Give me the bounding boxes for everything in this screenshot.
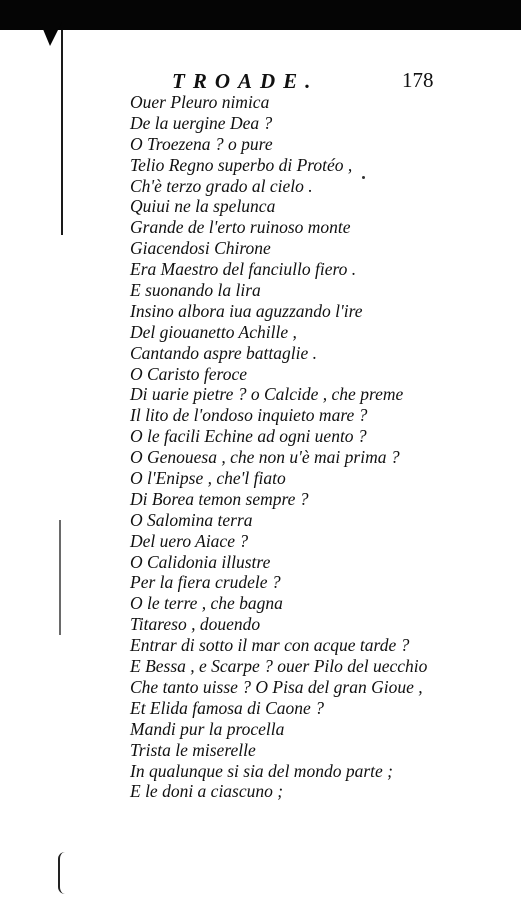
verse-line: In qualunque si sia del mondo parte ; xyxy=(130,760,393,781)
verse-line: O le facili Echine ad ogni uento ? xyxy=(130,426,367,447)
verse-line: O Salomina terra xyxy=(130,509,253,530)
verse-line: Era Maestro del fanciullo fiero . xyxy=(130,259,357,280)
verse-line: Mandi pur la procella xyxy=(130,718,285,739)
verse-line: O le terre , che bagna xyxy=(130,593,283,614)
binding-mark-bottom xyxy=(58,852,68,894)
gutter-line-upper xyxy=(61,30,63,235)
verse-line: E le doni a ciascuno ; xyxy=(130,781,284,802)
verse-line: Di uarie pietre ? o Calcide , che preme xyxy=(130,384,404,405)
verse-line: E suonando la lira xyxy=(130,280,261,301)
verse-line: Entrar di sotto il mar con acque tarde ? xyxy=(130,635,410,656)
verse-line: O Caristo feroce xyxy=(130,363,247,384)
verse-line: Ouer Pleuro nimica xyxy=(130,92,270,112)
verse-list xyxy=(130,92,460,802)
running-head: TROADE. xyxy=(172,69,319,93)
binding-notch xyxy=(40,22,62,46)
verse-line: Telio Regno superbo di Protéo , xyxy=(130,154,353,175)
verse-line: O l'Enipse , che'l fiato xyxy=(130,468,286,489)
verse-line: Per la fiera crudele ? xyxy=(130,572,281,593)
page-number: 178 xyxy=(402,68,434,92)
verse-line: Quiui ne la spelunca xyxy=(130,196,276,217)
verse-line: Giacendosi Chirone xyxy=(130,238,271,259)
verse-line: Il lito de l'ondoso inquieto mare ? xyxy=(130,405,368,426)
verse-line: Trista le miserelle xyxy=(130,739,256,760)
verse-line: Che tanto uisse ? O Pisa del gran Gioue , xyxy=(130,676,423,697)
verse-line: Ch'è terzo grado al cielo . xyxy=(130,175,313,196)
verse-line: O Troezena ? o pure xyxy=(130,133,273,154)
verse-line: O Genouesa , che non u'è mai prima ? xyxy=(130,447,400,468)
verse-line: Et Elida famosa di Caone ? xyxy=(130,697,324,718)
dark-page-edge xyxy=(0,0,521,30)
verse-line: De la uergine Dea ? xyxy=(130,112,273,133)
verse-line: Titareso , douendo xyxy=(130,614,261,635)
verse-line: Del giouanetto Achille , xyxy=(130,321,297,342)
verse-line: E Bessa , e Scarpe ? ouer Pilo del uecchio xyxy=(130,656,428,677)
gutter-line-lower xyxy=(59,520,61,635)
verse-line: Cantando aspre battaglie . xyxy=(130,342,317,363)
verse-line: Grande de l'erto ruinoso monte xyxy=(130,217,351,238)
verse-line: Del uero Aiace ? xyxy=(130,530,249,551)
verse-line: O Calidonia illustre xyxy=(130,551,271,572)
verse-line: Di Borea temon sempre ? xyxy=(130,488,309,509)
verse-line: Insino albora iua aguzzando l'ire xyxy=(130,300,363,321)
